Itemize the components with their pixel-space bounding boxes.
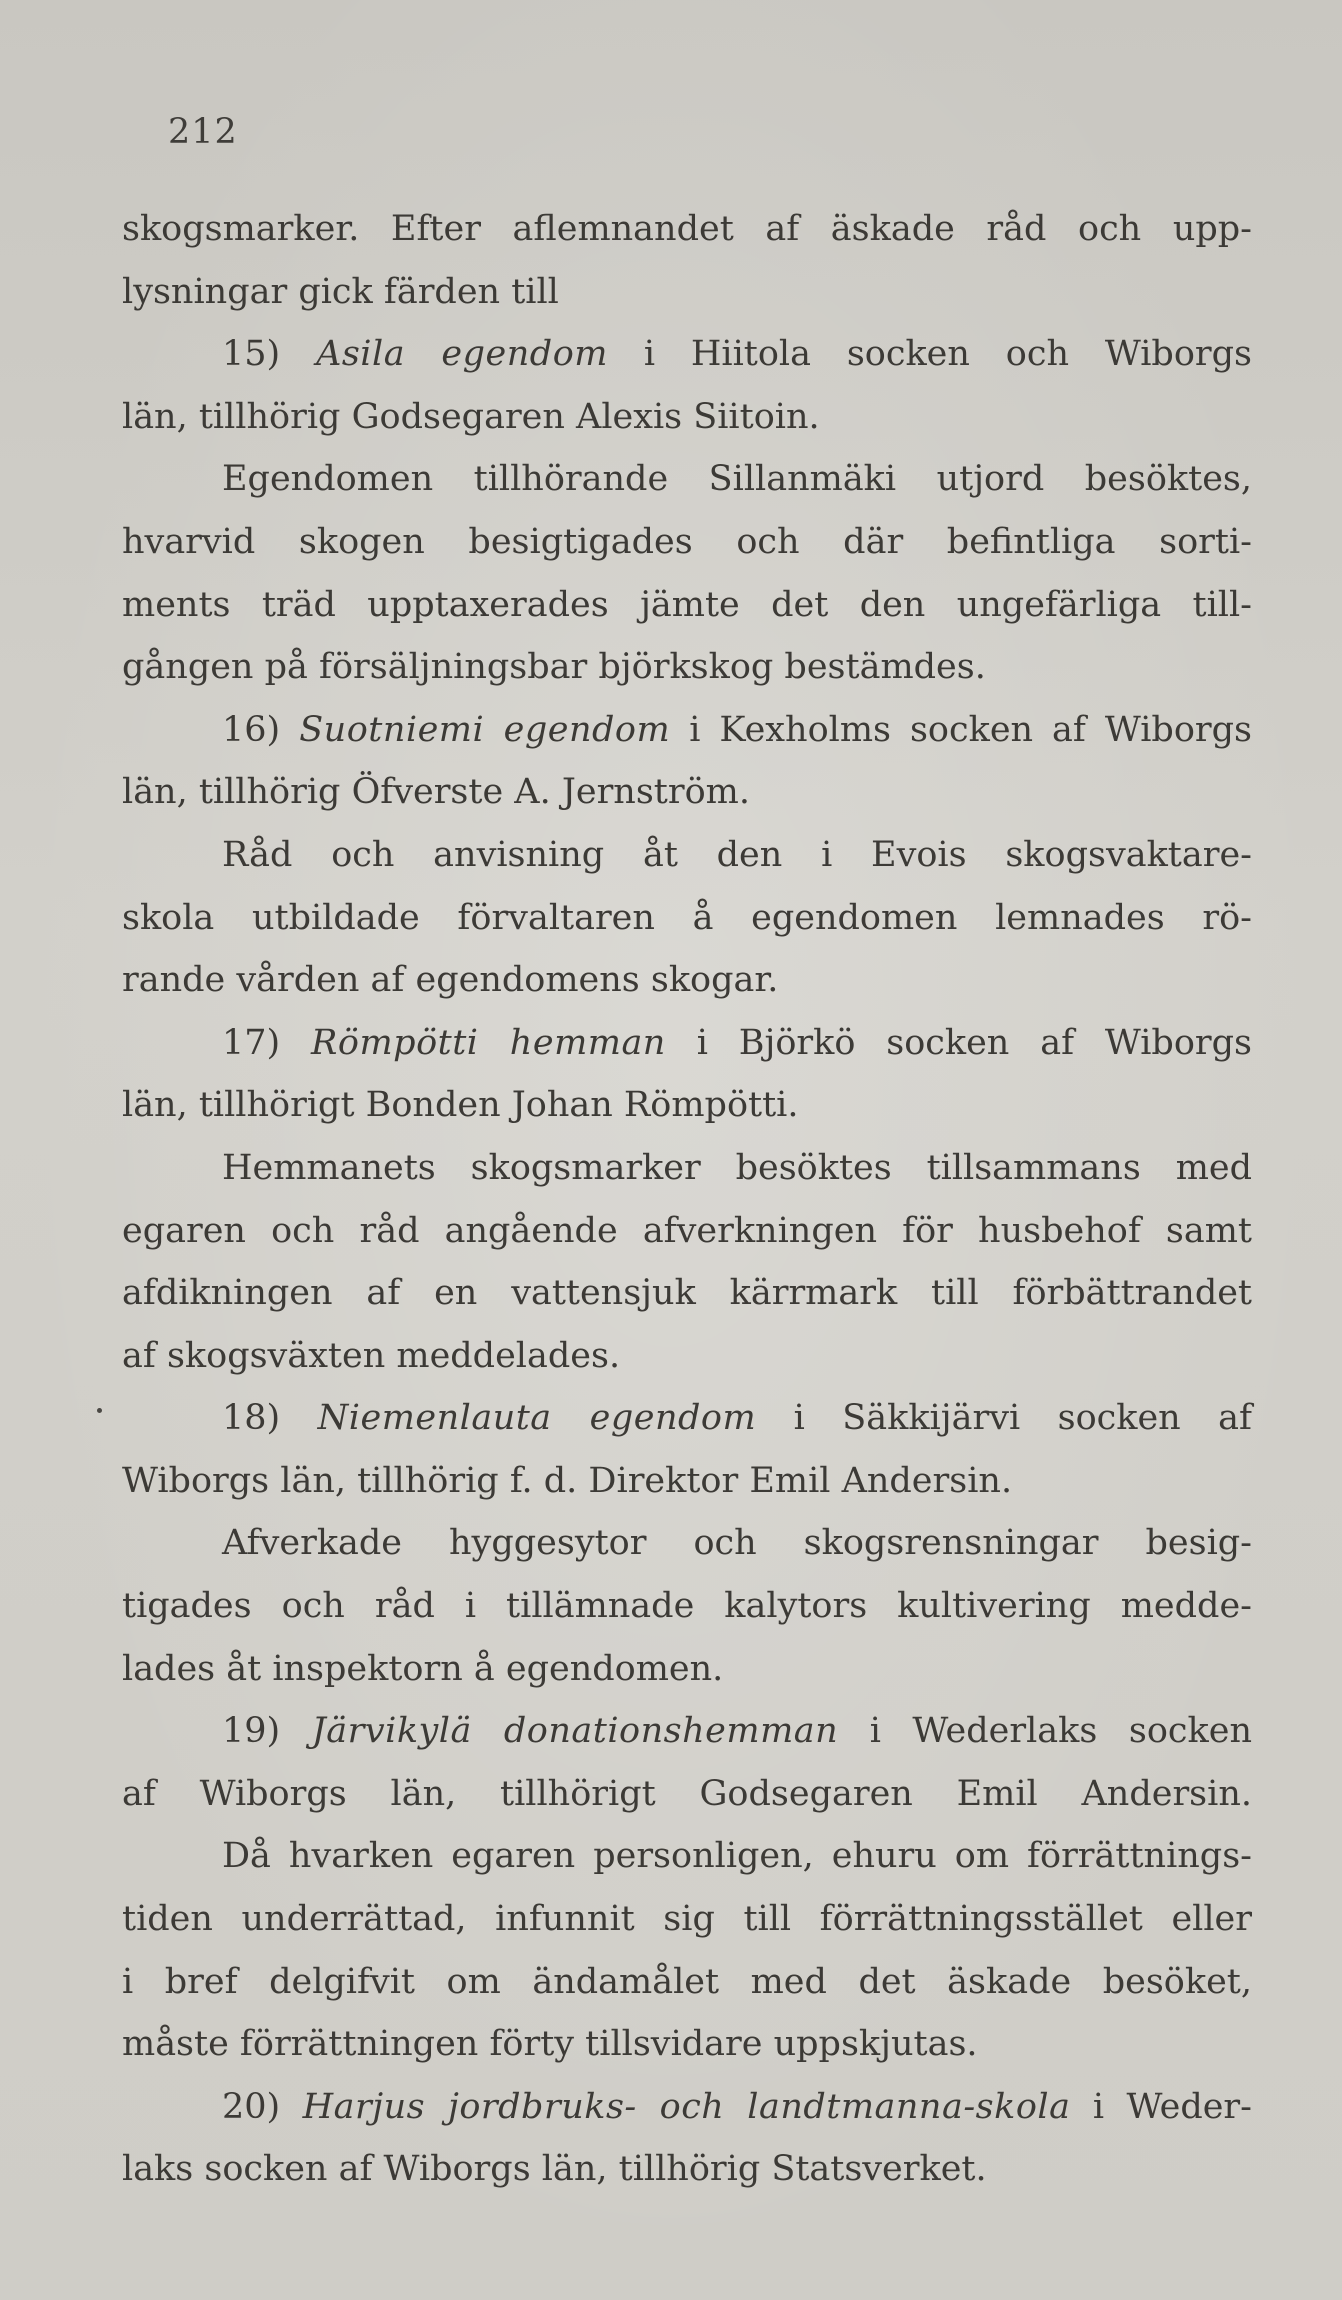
body-text	[122, 198, 1252, 2201]
property-name: Asila egendom	[316, 334, 608, 375]
text-line: af Wiborgs län, tillhörigt Godsegaren Emil Andersin.	[122, 1773, 1252, 1814]
text-line: tiden underrättad, infunnit sig till förrättningsstället eller	[122, 1899, 1252, 1940]
entry-text: i Björkö socken af Wiborgs	[665, 1022, 1252, 1063]
property-name: Järvikylä donationshemman	[311, 1711, 839, 1752]
text-line: Råd och anvisning åt den i Evois skogsvaktare-	[222, 834, 1252, 875]
text-line	[122, 323, 1252, 386]
entry-text: i Kexholms socken af Wiborgs	[670, 709, 1252, 750]
text-line	[122, 1700, 1252, 1763]
property-name: Harjus jordbruks- och landtmanna-skola	[302, 2086, 1071, 2127]
text-line	[122, 1387, 1252, 1450]
text-line	[122, 1012, 1252, 1075]
text-line: tigades och råd i tillämnade kalytors kultivering medde-	[122, 1586, 1252, 1627]
text-line	[122, 2076, 1252, 2139]
text-line: egaren och råd angående afverkningen för husbehof samt	[122, 1210, 1252, 1251]
text-line: län, tillhörigt Bonden Johan Römpötti.	[122, 1085, 799, 1126]
text-line: län, tillhörig Öfverste A. Jernström.	[122, 772, 750, 813]
text-line: Då hvarken egaren personligen, ehuru om förrättnings-	[222, 1836, 1252, 1877]
entry-number: 19)	[222, 1711, 312, 1752]
text-line: Egendomen tillhörande Sillanmäki utjord besöktes,	[222, 459, 1252, 500]
text-line: i bref delgifvit om ändamålet med det äskade besöket,	[122, 1961, 1252, 2002]
text-line: afdikningen af en vattensjuk kärrmark till förbättrandet	[122, 1273, 1252, 1314]
text-line: län, tillhörig Godsegaren Alexis Siitoin.	[122, 396, 820, 437]
entry-text: i Hiitola socken och Wiborgs	[607, 334, 1252, 375]
text-line: af skogsväxten meddelades.	[122, 1335, 621, 1376]
entry-number: 17)	[222, 1022, 312, 1063]
margin-speck	[97, 1408, 102, 1413]
text-line: Wiborgs län, tillhörig f. d. Direktor Emil Andersin.	[122, 1460, 1013, 1501]
entry-text: i Weder-	[1070, 2086, 1252, 2127]
text-line: gången på försäljningsbar björkskog bestämdes.	[122, 647, 986, 688]
property-name: Römpötti hemman	[311, 1022, 666, 1063]
entry-number: 16)	[222, 709, 300, 750]
text-line	[122, 699, 1252, 762]
entry-number: 18)	[222, 1398, 318, 1439]
text-line: hvarvid skogen besigtigades och där befintliga sorti-	[122, 521, 1252, 562]
text-line: skola utbildade förvaltaren å egendomen lemnades rö-	[122, 897, 1252, 938]
page-number: 212	[168, 112, 238, 152]
text-line: lysningar gick färden till	[122, 271, 559, 312]
entry-number: 15)	[222, 334, 317, 375]
entry-text: i Wederlaks socken	[838, 1711, 1252, 1752]
text-line: skogsmarker. Efter aflemnandet af äskade råd och upp-	[122, 209, 1252, 249]
text-line: Hemmanets skogsmarker besöktes tillsammans med	[222, 1147, 1252, 1188]
text-line: rande vården af egendomens skogar.	[122, 960, 779, 1001]
text-line: lades åt inspektorn å egendomen.	[122, 1648, 724, 1689]
entry-number: 20)	[222, 2086, 303, 2127]
text-line: måste förrättningen förty tillsvidare uppskjutas.	[122, 2024, 978, 2065]
text-line: Afverkade hyggesytor och skogsrensningar besig-	[222, 1523, 1252, 1564]
text-line: ments träd upptaxerades jämte det den ungefärliga till-	[122, 584, 1252, 625]
text-line: laks socken af Wiborgs län, tillhörig Statsverket.	[122, 2149, 987, 2190]
entry-text: i Säkkijärvi socken af	[756, 1398, 1252, 1439]
property-name: Niemenlauta egendom	[317, 1398, 757, 1439]
property-name: Suotniemi egendom	[299, 709, 671, 750]
